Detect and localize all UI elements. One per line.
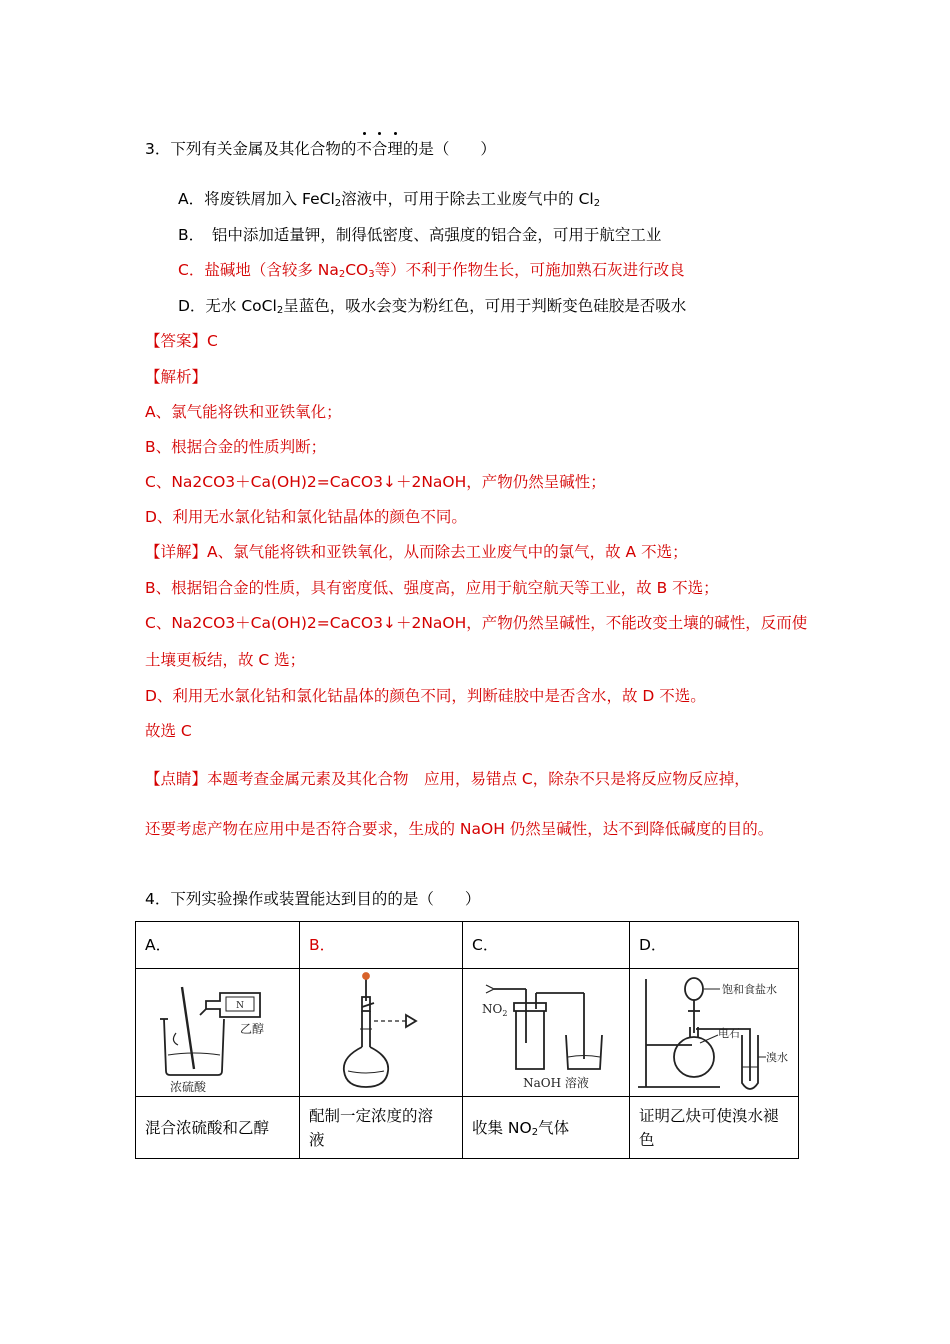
q4-header-d: D． — [630, 922, 799, 969]
q3-tips-line: 【点睛】本题考查金属元素及其化合物 应用，易错点 C，除杂不只是将反应物反应掉， — [145, 770, 750, 788]
q3-analysis-line: B、根据合金的性质判断； — [145, 438, 327, 456]
figure-label: $NO_2$ — [482, 1001, 508, 1018]
figure-label: 饱和食盐水 — [722, 982, 777, 996]
q4-caption-b: 配制一定浓度的溶 液 — [300, 1097, 463, 1159]
q3-detail-line: D、利用无水氯化钴和氯化钴晶体的颜色不同，判断硅胶中是否含水，故 D 不选。 — [145, 687, 706, 705]
q3-option-b: B． 铝中添加适量钾，制得低密度、高强度的铝合金，可用于航空工业 — [178, 226, 662, 244]
q4-header-a: A． — [136, 922, 300, 969]
q4-figure-a — [136, 969, 300, 1097]
figure-label: 乙醇 — [239, 1021, 264, 1036]
q4-caption-d: 证明乙炔可使溴水褪 色 — [630, 1097, 799, 1159]
q3-option-c: C．盐碱地（含较多 $Na_2CO_3$等）不利于作物生长，可施加熟石灰进行改良 — [178, 261, 685, 280]
q4-header-b: B． — [300, 922, 463, 969]
q4-figure-c — [463, 969, 630, 1097]
q3-analysis-line: D、利用无水氯化钴和氯化钴晶体的颜色不同。 — [145, 508, 467, 526]
figure-label: 电石 — [718, 1026, 740, 1040]
q3-conclusion: 故选 C — [145, 722, 192, 740]
beaker-pouring-figure — [148, 973, 288, 1093]
q3-emph-char: 不 — [356, 140, 372, 158]
q4-caption-a: 混合浓硫酸和乙醇 — [136, 1097, 300, 1159]
q4-caption-c: 收集 $NO_2$气体 — [463, 1097, 630, 1159]
figure-label: NaOH 溶液 — [523, 1075, 589, 1090]
acetylene-apparatus-figure — [634, 971, 794, 1095]
q4-figure-b — [300, 969, 463, 1097]
q3-stem: 3．下列有关金属及其化合物的不合理的是（ ） — [145, 140, 496, 158]
gas-collection-figure — [476, 973, 616, 1093]
q3-analysis-line: A、氯气能将铁和亚铁氧化； — [145, 403, 342, 421]
q3-detail-line: B、根据铝合金的性质，具有密度低、强度高，应用于航空航天等工业，故 B 不选； — [145, 579, 719, 597]
q4-stem: 4．下列实验操作或装置能达到目的的是（ ） — [145, 890, 481, 908]
q3-detail-line: 【详解】A、氯气能将铁和亚铁氧化，从而除去工业废气中的氯气，故 A 不选； — [145, 543, 688, 561]
q3-option-d: D．无水 CoCl$_2$呈蓝色，吸水会变为粉红色，可用于判断变色硅胶是否吸水 — [178, 297, 687, 316]
volumetric-flask-figure — [336, 971, 426, 1095]
q4-options-table — [135, 921, 799, 1159]
q3-tips-line: 还要考虑产物在应用中是否符合要求，生成的 NaOH 仍然呈碱性，达不到降低碱度的目的。 — [145, 820, 774, 838]
q3-analysis-line: C、Na2CO3＋Ca(OH)2=CaCO3↓＋2NaOH，产物仍然呈碱性； — [145, 473, 606, 491]
q3-detail-line: C、Na2CO3＋Ca(OH)2=CaCO3↓＋2NaOH，产物仍然呈碱性，不能改变土壤的碱性，反而使 — [145, 614, 808, 632]
q4-header-c: C． — [463, 922, 630, 969]
q3-emph-char: 理 — [387, 140, 403, 158]
figure-label: 溴水 — [766, 1050, 788, 1064]
figure-label: 浓硫酸 — [169, 1079, 206, 1093]
q3-detail-line: 土壤更板结，故 C 选； — [145, 651, 306, 669]
q3-option-a: A．将废铁屑加入 FeCl$_2$溶液中，可用于除去工业废气中的 $Cl_2$ — [178, 190, 601, 209]
q3-emph-char: 合 — [371, 140, 388, 158]
svg-text:N: N — [235, 1000, 244, 1011]
q3-answer: 【答案】C — [145, 332, 218, 350]
q4-figure-d — [630, 969, 799, 1097]
q3-analysis-title: 【解析】 — [145, 368, 208, 386]
